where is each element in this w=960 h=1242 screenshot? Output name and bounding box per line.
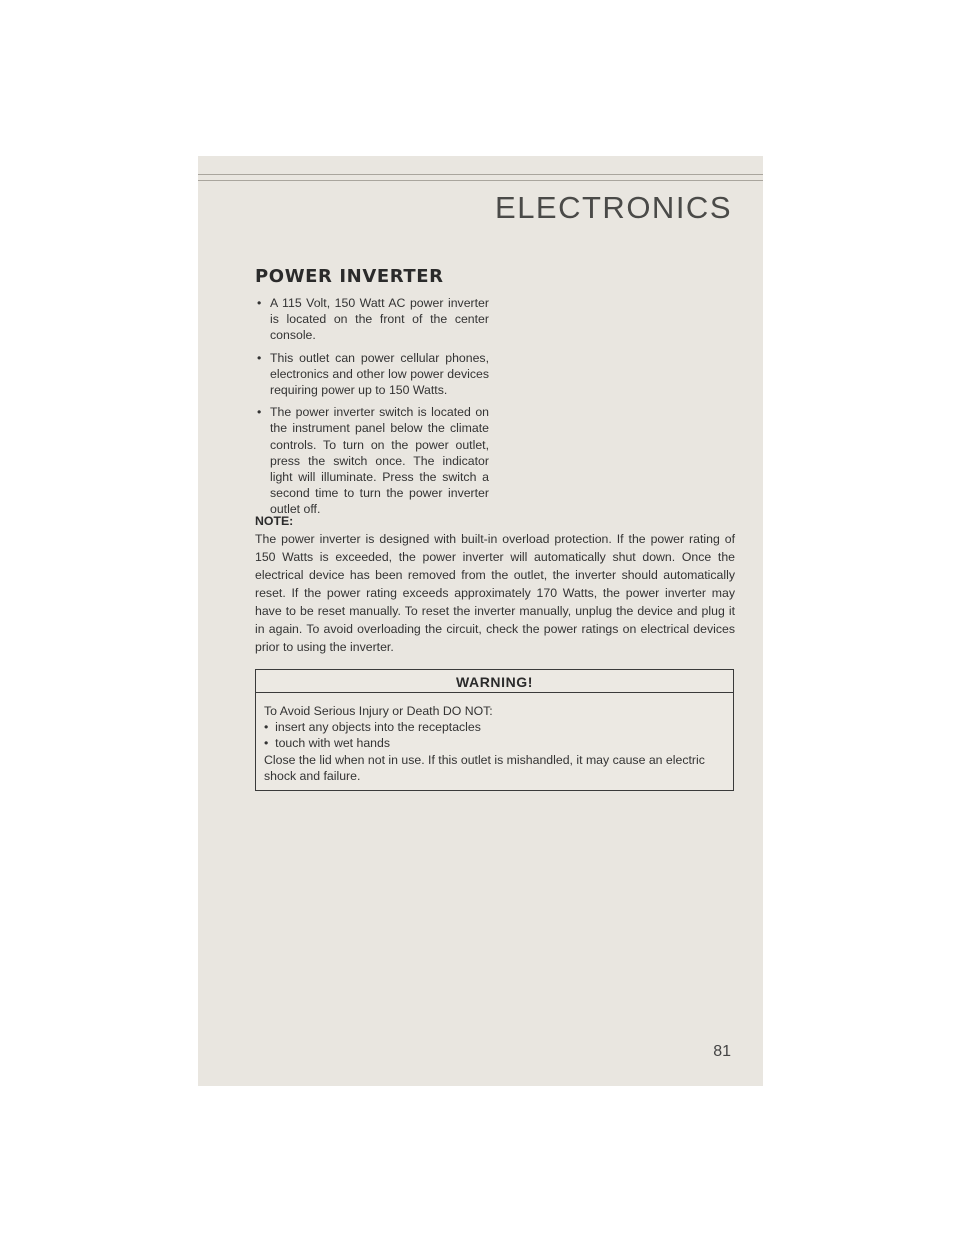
warning-closing: Close the lid when not in use. If this outlet is mishandled, it may cause an electric shock and failure.: [264, 752, 705, 783]
bullet-marker: •: [264, 736, 269, 751]
bullet-text: A 115 Volt, 150 Watt AC power inverter is located on the front of the center console.: [270, 296, 489, 343]
warning-item: [264, 719, 725, 735]
bullet-marker: •: [257, 350, 262, 365]
warning-item-text: insert any objects into the receptacles: [275, 720, 481, 735]
warning-title: WARNING!: [256, 670, 733, 693]
chapter-title: ELECTRONICS: [495, 190, 732, 225]
bullet-marker: •: [257, 405, 262, 420]
bullet-text: The power inverter switch is located on the instrument panel below the climate controls. To turn on the power outlet, press the switch once. The indicator light will illuminate. Press the switch a second time to turn the power inverter outlet off.: [270, 405, 489, 517]
bullet-item: [255, 404, 489, 517]
bullet-text: This outlet can power cellular phones, electronics and other low power devices requiring power up to 150 Watts.: [270, 350, 489, 398]
bullet-item: [255, 295, 489, 344]
warning-intro: To Avoid Serious Injury or Death DO NOT:: [264, 704, 493, 718]
warning-box: [255, 669, 734, 791]
header-rule-top: [198, 174, 763, 175]
warning-item-text: touch with wet hands: [275, 736, 390, 751]
bullet-marker: •: [257, 296, 262, 310]
warning-body: [256, 693, 733, 784]
note-text: The power inverter is designed with built-in overload protection. If the power rating of 150 Watts is exceeded, the power inverter will automatically shut down. Once the electrical device has been removed from the outlet, the inverter should automatically reset. If the power rating exceeds approximately 170 Watts, the power inverter may have to be reset manually. To reset the inverter manually, unplug the device and plug it in again. To avoid overloading the circuit, check the power ratings on electrical devices prior to using the inverter.: [255, 532, 735, 654]
bullet-list: [255, 295, 489, 524]
bullet-item: [255, 350, 489, 399]
note-label: NOTE:: [255, 514, 294, 528]
bullet-marker: •: [264, 720, 269, 735]
warning-item: [264, 735, 725, 751]
section-title: POWER INVERTER: [255, 266, 444, 287]
header-rule-bottom: [198, 180, 763, 181]
manual-page: [198, 156, 763, 1086]
page-number: 81: [713, 1043, 731, 1060]
